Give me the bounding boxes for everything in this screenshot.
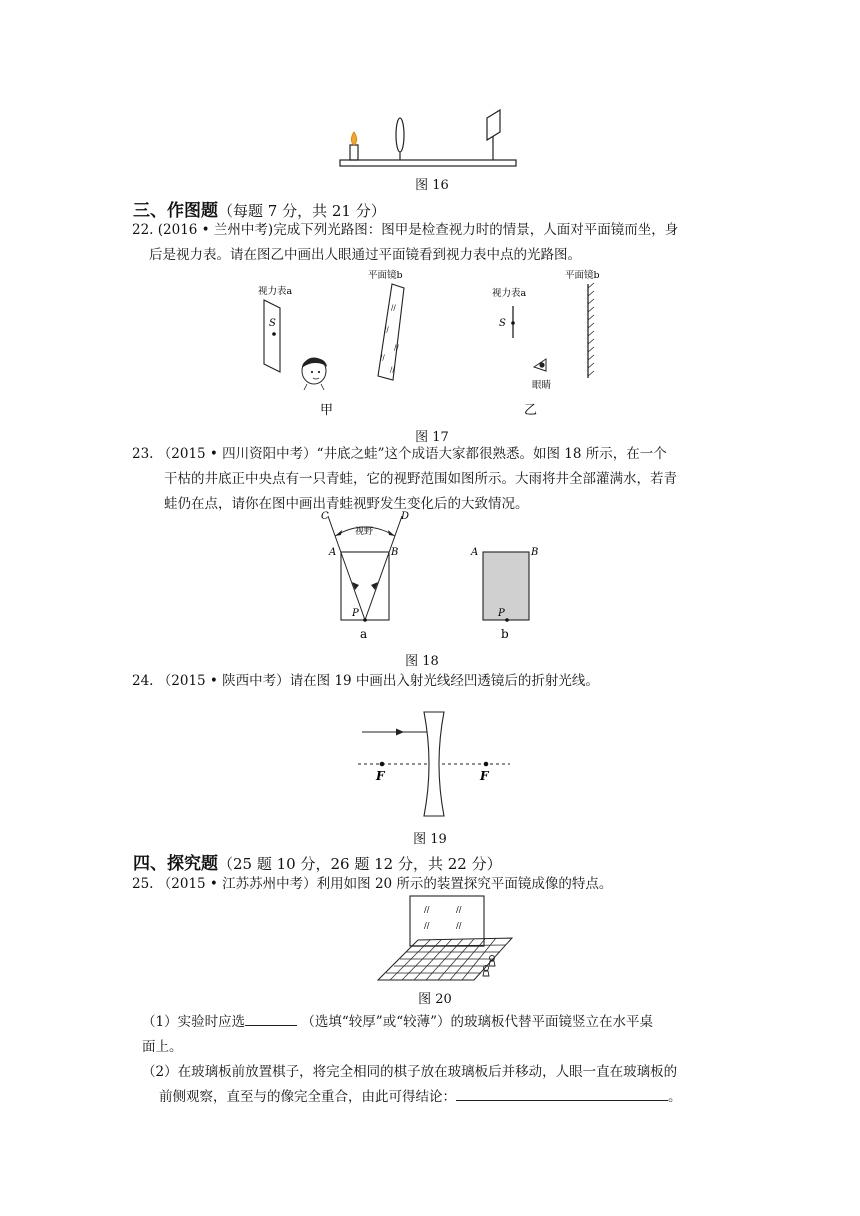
fig19-focus-left: F <box>376 769 385 783</box>
question-24-line1: 24. （2015 • 陕西中考）请在图 19 中画出入射光线经凹透镜后的折射光线。 <box>132 673 599 689</box>
svg-text://: // <box>380 354 385 362</box>
figure-18-caption: 图 18 <box>405 654 439 669</box>
fig18-a-label: a <box>360 627 368 641</box>
question-25-part-1 <box>142 1010 752 1060</box>
svg-text://: // <box>391 304 396 312</box>
fig18-a-point-d: D <box>401 511 410 522</box>
fig17-yi-mirror-label: 平面镜b <box>565 270 600 281</box>
fig17-yi-eye-label: 眼睛 <box>532 380 552 391</box>
question-22-line2: 后是视力表。请在图乙中画出人眼通过平面镜看到视力表中点的光路图。 <box>149 247 581 263</box>
person-head-icon <box>302 358 327 390</box>
q25-p1-line2: 面上。 <box>142 1039 183 1055</box>
svg-text://: // <box>390 366 395 374</box>
grid-lines <box>386 938 506 980</box>
eye-icon <box>534 359 546 371</box>
fig18-b-label: b <box>501 627 509 641</box>
question-23-line1: 23. （2015 • 四川资阳中考）“井底之蛙”这个成语大家都很熟悉。如图 18 所示，在一个 <box>132 446 667 462</box>
q25-p2-prefix: 前侧观察，直至与的像完全重合，由此可得结论： <box>159 1089 456 1105</box>
figure-20-mirror-experiment <box>374 892 514 984</box>
fig17-jia-point-s: S <box>269 318 276 329</box>
fig18-a-view-label: 视野 <box>355 527 374 537</box>
q25-p2-line1: （2）在玻璃板前放置棋子，将完全相同的棋子放在玻璃板后并移动，人眼一直在玻璃板的 <box>142 1064 678 1080</box>
question-24 <box>132 669 742 694</box>
fig17-jia-label: 甲 <box>320 403 334 418</box>
fig18-b-point-b: B <box>531 547 539 558</box>
fig17-yi-chart-label: 视力表a <box>492 288 527 299</box>
figure-17-caption: 图 17 <box>415 430 449 445</box>
fig18-a-point-a: A <box>329 547 337 558</box>
question-22-line1: 22. (2016 • 兰州中考)完成下列光路图：图甲是检查视力时的情景，人面对平面镜而坐，身 <box>132 222 679 238</box>
figure-17 <box>250 268 620 423</box>
figure-16-caption: 图 16 <box>415 178 449 193</box>
svg-text://: // <box>394 344 399 352</box>
section-3-note: （每题 7 分，共 21 分） <box>218 202 386 220</box>
figure-19-caption: 图 19 <box>413 832 447 847</box>
question-25-part-2 <box>142 1060 752 1110</box>
svg-text://: // <box>424 921 430 930</box>
figure-20-caption: 图 20 <box>418 992 452 1007</box>
q25-p2-end: 。 <box>668 1089 682 1105</box>
q25-p1-answer-blank[interactable] <box>245 1011 297 1026</box>
question-23 <box>132 442 742 517</box>
fig18-a-point-p: P <box>352 608 359 619</box>
fig18-a-point-c: C <box>321 511 329 522</box>
q25-p1-suffix: （选填“较厚”或“较薄”）的玻璃板代替平面镜竖立在水平桌 <box>301 1014 653 1030</box>
section-4-heading <box>133 849 502 874</box>
section-4-title: 四、探究题 <box>133 854 218 874</box>
figure-18 <box>315 508 545 643</box>
q25-p1-prefix: （1）实验时应选 <box>142 1014 246 1030</box>
svg-text://: // <box>456 921 462 930</box>
fig18-b-point-a: A <box>471 547 479 558</box>
question-22 <box>132 218 742 268</box>
section-4-note: （25 题 10 分，26 题 12 分，共 22 分） <box>218 855 502 873</box>
fig18-a-point-b: B <box>391 547 399 558</box>
fig19-focus-right: F <box>480 769 489 783</box>
figure-16-optical-bench <box>330 100 530 175</box>
fig18-b-point-p: P <box>498 608 505 619</box>
svg-text://: // <box>384 326 389 334</box>
fig17-jia-mirror-label: 平面镜b <box>368 270 403 281</box>
fig17-yi-label: 乙 <box>524 403 538 418</box>
svg-text://: // <box>424 905 430 914</box>
fig17-yi-point-s: S <box>499 318 506 329</box>
svg-text://: // <box>456 905 462 914</box>
q25-p2-answer-blank[interactable] <box>456 1086 668 1101</box>
figure-19-concave-lens <box>356 706 512 821</box>
section-3-title: 三、作图题 <box>133 201 218 221</box>
question-23-line2: 干枯的井底正中央点有一只青蛙，它的视野范围如图所示。大雨将井全部灌满水，若青 <box>164 471 677 487</box>
fig17-jia-chart-label: 视力表a <box>258 286 293 297</box>
question-23-line3: 蛙仍在点，请你在图中画出青蛙视野发生变化后的大致情况。 <box>164 496 529 512</box>
question-25-line1: 25. （2015 • 江苏苏州中考）利用如图 20 所示的装置探究平面镜成像的特点。 <box>132 876 613 892</box>
